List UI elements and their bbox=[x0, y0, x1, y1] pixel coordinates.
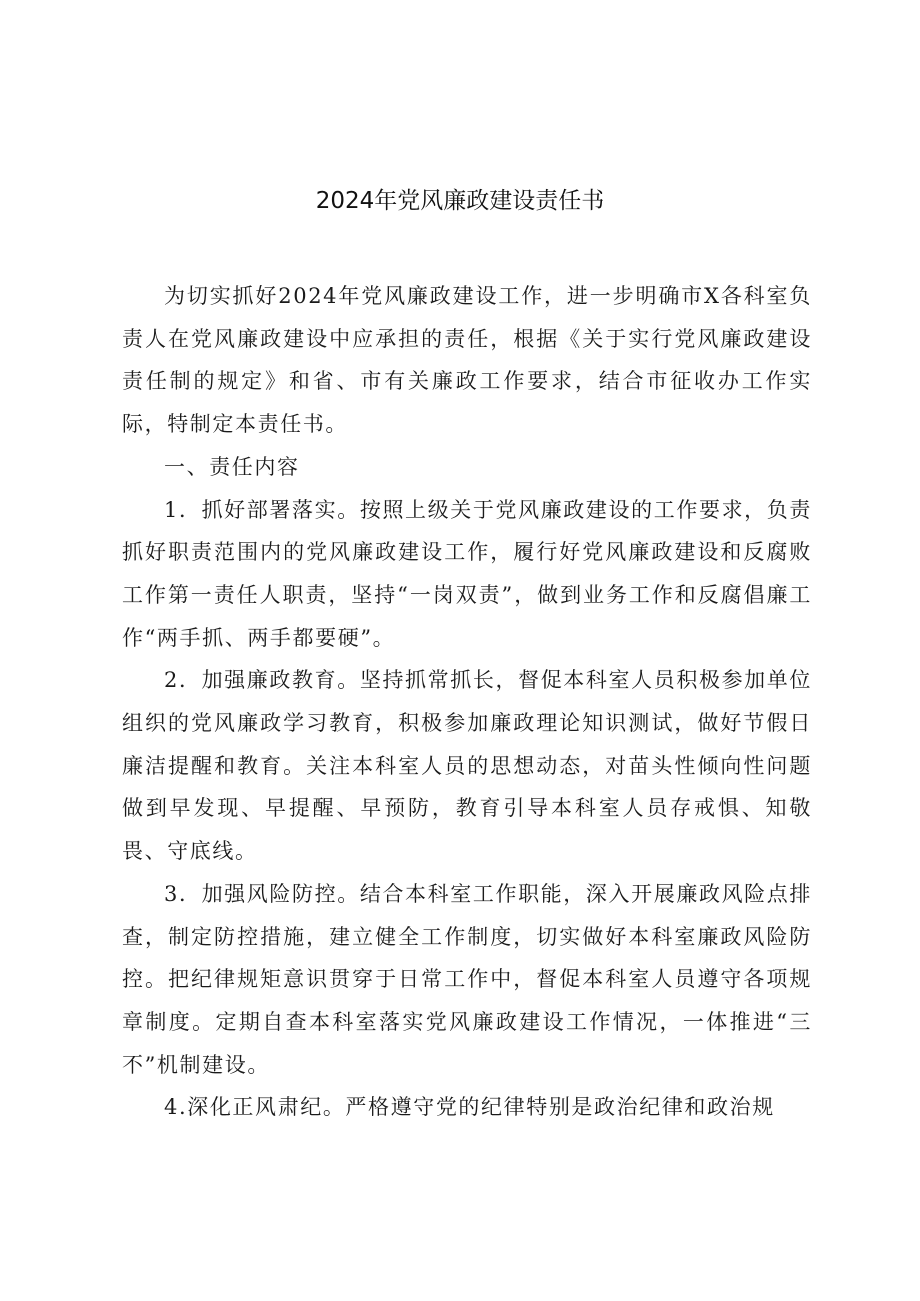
section-heading: 一、责任内容 bbox=[164, 454, 300, 479]
item-paragraph-1: 1．抓好部署落实。按照上级关于党风廉政建设的工作要求，负责抓好职责范围内的党风廉政建设工作，履行好党风廉政建设和反腐败工作第一责任人职责，坚持“一岗双责”，做到业务工作和反腐倡廉工作“两手抓、两手都要硬”。 bbox=[122, 497, 812, 650]
item-paragraph-2: 2．加强廉政教育。坚持抓常抓长，督促本科室人员积极参加单位组织的党风廉政学习教育，积极参加廉政理论知识测试，做好节假日廉洁提醒和教育。关注本科室人员的思想动态，对苗头性倾向性问题做到早发现、早提醒、早预防，教育引导本科室人员存戒惧、知敬畏、守底线。 bbox=[122, 668, 812, 864]
intro-paragraph: 为切实抓好2024年党风廉政建设工作，进一步明确市X各科室负责人在党风廉政建设中应承担的责任，根据《关于实行党风廉政建设责任制的规定》和省、市有关廉政工作要求，结合市征收办工作实际，特制定本责任书。 bbox=[122, 284, 812, 437]
document-title: 2024年党风廉政建设责任书 bbox=[315, 188, 605, 214]
item-paragraph-3: 3．加强风险防控。结合本科室工作职能，深入开展廉政风险点排查，制定防控措施，建立健全工作制度，切实做好本科室廉政风险防控。把纪律规矩意识贯穿于日常工作中，督促本科室人员遵守各项规章制度。定期自查本科室落实党风廉政建设工作情况，一体推进“三不”机制建设。 bbox=[122, 881, 812, 1077]
document-body bbox=[122, 275, 812, 1129]
item-paragraph-4: 4.深化正风肃纪。严格遵守党的纪律特别是政治纪律和政治规 bbox=[164, 1095, 775, 1120]
